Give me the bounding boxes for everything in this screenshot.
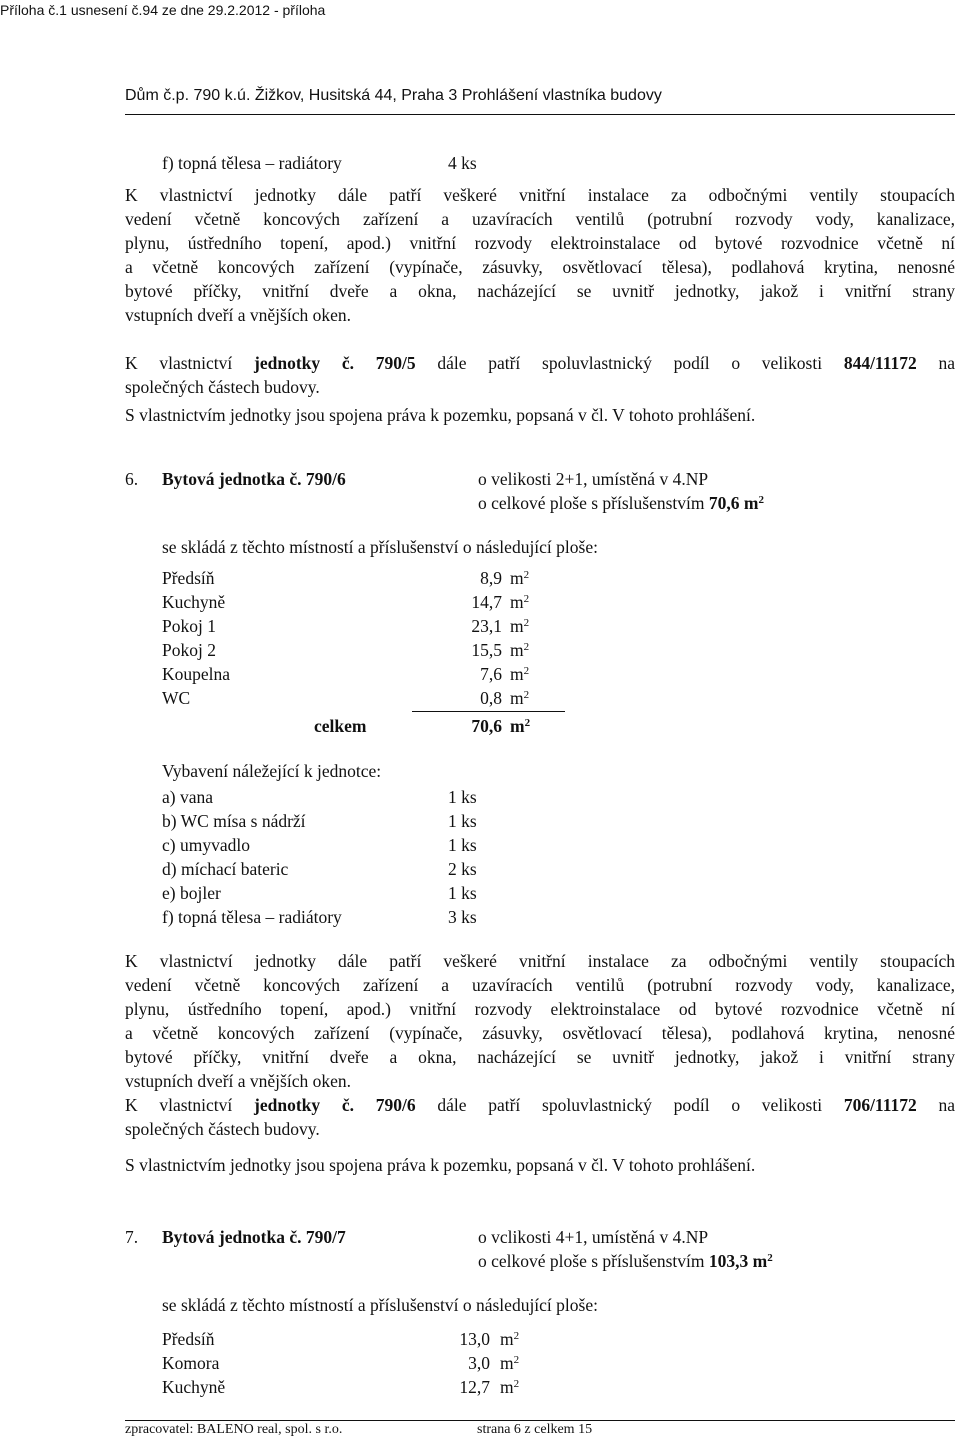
paragraph-line: a včetně koncových zařízení (vypínače, zásuvky, osvětlovací tělesa), podlahová krytina, nenosné — [125, 1023, 955, 1043]
area-unit: $m^2$ — [510, 716, 531, 736]
share-value: 706/11172 — [843, 1095, 917, 1115]
share-line2: společných částech budovy. — [125, 1119, 320, 1139]
unit6-title: Bytová jednotka č. 790/6 — [162, 469, 346, 489]
paragraph-line: vedení včetně koncových zařízení a uzavíracích ventilů (potrubní rozvody vody, kanalizace, — [125, 209, 955, 229]
prev-equipment-label: f) topná tělesa – radiátory — [162, 153, 342, 173]
document-header: Dům č.p. 790 k.ú. Žižkov, Husitská 44, Praha 3 Prohlášení vlastníka budovy — [125, 87, 662, 104]
area-unit: $m^2$ — [510, 616, 530, 636]
area-value: 70,6 m — [708, 493, 759, 513]
share-suffix: na — [938, 353, 956, 373]
room-area: 3,0 — [468, 1353, 490, 1373]
paragraph-line: plynu, ústředního topení, apod.) vnitřní rozvody elektroinstalace od bytové rozvodnice včetně ní — [125, 233, 955, 253]
area-unit: $m^2$ — [500, 1329, 520, 1349]
equipment-count: 1 ks — [448, 811, 477, 831]
share-suffix: na — [938, 1095, 956, 1115]
area-unit: $m^2$ — [510, 688, 530, 708]
room-area: 13,0 — [459, 1329, 490, 1349]
paragraph-line: vstupních dveří a vnějších oken. — [125, 305, 351, 325]
paragraph-line: vstupních dveří a vnějších oken. — [125, 1071, 351, 1091]
share-line2: společných částech budovy. — [125, 377, 320, 397]
room-area: 12,7 — [459, 1377, 490, 1397]
unit7-intro: se skládá z těchto místností a příslušenství o následující ploše: — [162, 1295, 598, 1315]
paragraph-line: K vlastnictví jednotky dále patří veškeré vnitřní instalace za odbočnými ventily stoupacích — [125, 185, 955, 205]
paragraph-line: bytové příčky, vnitřní dveře a okna, nacházející se uvnitř jednotky, jakož i vnitřní strany — [125, 1047, 955, 1067]
unit7-size: o vclikosti 4+1, umístěná v 4.NP — [478, 1227, 709, 1247]
equipment-item: d) míchací bateric — [162, 859, 289, 879]
equipment-title: Vybavení náležející k jednotce: — [162, 761, 382, 781]
unit5-ownership-paragraph — [125, 183, 955, 327]
equipment-count: 2 ks — [448, 859, 477, 879]
unit6-share — [125, 1093, 955, 1141]
area-value: 103,3 m — [708, 1251, 768, 1271]
unit7-title: Bytová jednotka č. 790/7 — [162, 1227, 346, 1247]
room-area: 0,8 — [480, 688, 502, 708]
area-unit: $m^2$ — [510, 592, 530, 612]
paragraph-line: vedení včetně koncových zařízení a uzavíracích ventilů (potrubní rozvody vody, kanalizace, — [125, 975, 955, 995]
footer-author: zpracovatel: BALENO real, spol. s r.o. — [125, 1422, 343, 1437]
unit7-area: o celkové ploše s příslušenstvím 103,3 $m^2$ — [478, 1251, 773, 1271]
equipment-count: 1 ks — [448, 883, 477, 903]
area-unit: $m^2$ — [500, 1353, 520, 1373]
unit6-size: o velikosti 2+1, umístěná v 4.NP — [478, 469, 709, 489]
share-text: dále patří spoluvlastnický podíl o velikosti — [437, 1095, 823, 1115]
room-name: Koupelna — [162, 664, 231, 684]
total-area: 70,6 — [471, 716, 502, 736]
share-prefix: K vlastnictví — [125, 1095, 233, 1115]
equipment-count: 1 ks — [448, 835, 477, 855]
share-text: dále patří spoluvlastnický podíl o velikosti — [437, 353, 823, 373]
equipment-item: c) umyvadlo — [162, 835, 250, 855]
area-unit: $m^2$ — [500, 1377, 520, 1397]
area-unit: $m^2$ — [510, 640, 530, 660]
equipment-count: 1 ks — [448, 787, 477, 807]
total-rule — [412, 711, 565, 712]
paragraph-line: K vlastnictví jednotky dále patří veškeré vnitřní instalace za odbočnými ventily stoupacích — [125, 951, 955, 971]
paragraph-line: a včetně koncových zařízení (vypínače, zásuvky, osvětlovací tělesa), podlahová krytina, nenosné — [125, 257, 955, 277]
footer-rule — [125, 1420, 955, 1421]
room-name: Předsíň — [162, 1329, 215, 1349]
unit7-number: 7. — [125, 1227, 139, 1247]
unit6-land-rights: S vlastnictvím jednotky jsou spojena práva k pozemku, popsaná v čl. V tohoto prohlášení. — [125, 1155, 756, 1175]
area-unit: $m^2$ — [510, 568, 530, 588]
footer-page: strana 6 z celkem 15 — [477, 1422, 593, 1437]
room-area: 15,5 — [471, 640, 502, 660]
room-area: 23,1 — [471, 616, 502, 636]
room-name: Komora — [162, 1353, 220, 1373]
room-area: 8,9 — [480, 568, 502, 588]
unit5-share — [125, 351, 955, 399]
paragraph-line: bytové příčky, vnitřní dveře a okna, nacházející se uvnitř jednotky, jakož i vnitřní strany — [125, 281, 955, 301]
unit6-number: 6. — [125, 469, 139, 489]
area-unit: $m^2$ — [510, 664, 530, 684]
equipment-item: f) topná tělesa – radiátory — [162, 907, 342, 927]
room-area: 7,6 — [480, 664, 502, 684]
share-prefix: K vlastnictví — [125, 353, 233, 373]
equipment-count: 3 ks — [448, 907, 477, 927]
area-prefix: o celkové ploše s příslušenstvím — [478, 1251, 705, 1271]
prev-equipment-count: 4 ks — [448, 153, 477, 173]
share-value: 844/11172 — [843, 353, 917, 373]
unit6-area: o celkové ploše s příslušenstvím 70,6 $m^2$ — [478, 493, 764, 513]
room-name: Předsíň — [162, 568, 215, 588]
attachment-note: Příloha č.1 usnesení č.94 ze dne 29.2.2012 - příloha — [0, 2, 326, 18]
paragraph-line: plynu, ústředního topení, apod.) vnitřní rozvody elektroinstalace od bytové rozvodnice včetně ní — [125, 999, 955, 1019]
unit6-ownership-paragraph — [125, 949, 955, 1093]
room-area: 14,7 — [471, 592, 502, 612]
room-name: Pokoj 2 — [162, 640, 216, 660]
header-rule — [125, 114, 955, 115]
equipment-item: e) bojler — [162, 883, 221, 903]
share-unit: jednotky č. 790/5 — [254, 353, 416, 373]
total-label: celkem — [314, 716, 367, 736]
equipment-item: a) vana — [162, 787, 214, 807]
room-name: Kuchyně — [162, 1377, 226, 1397]
room-name: Pokoj 1 — [162, 616, 216, 636]
share-unit: jednotky č. 790/6 — [254, 1095, 416, 1115]
room-name: WC — [162, 688, 191, 708]
unit5-land-rights: S vlastnictvím jednotky jsou spojena práva k pozemku, popsaná v čl. V tohoto prohlášení. — [125, 405, 756, 425]
equipment-item: b) WC mísa s nádrží — [162, 811, 306, 831]
room-name: Kuchyně — [162, 592, 226, 612]
unit6-intro: se skládá z těchto místností a příslušenství o následující ploše: — [162, 537, 598, 557]
area-prefix: o celkové ploše s příslušenstvím — [478, 493, 705, 513]
